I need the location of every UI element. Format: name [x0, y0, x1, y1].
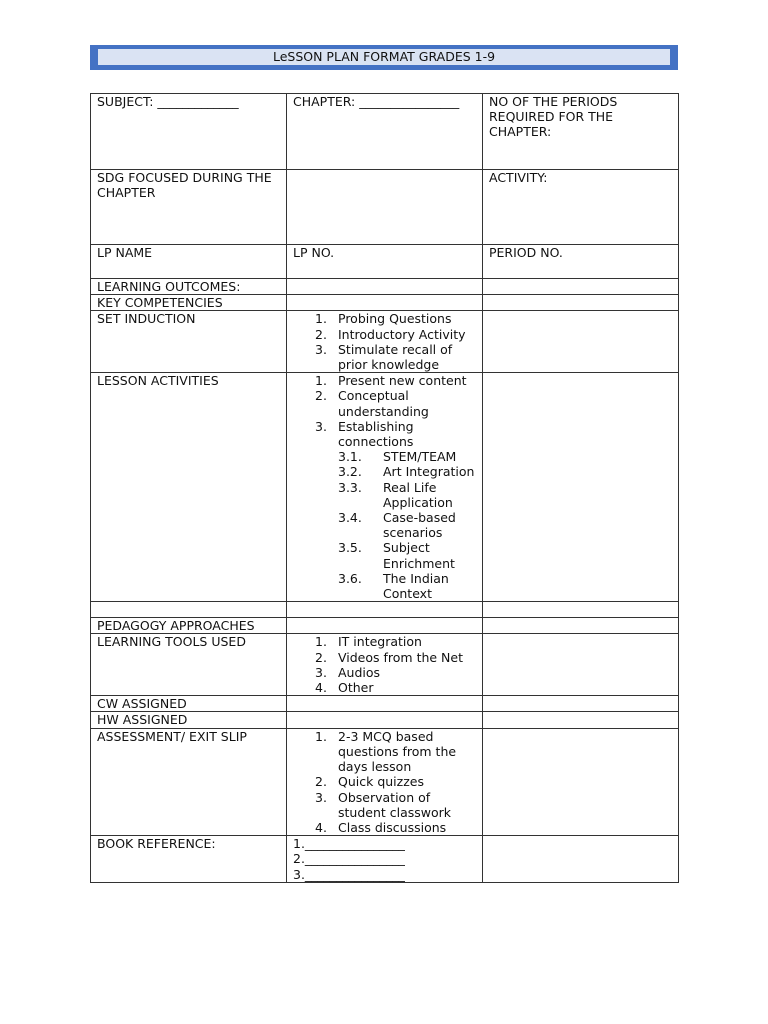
page-title: LeSSON PLAN FORMAT GRADES 1-9: [98, 49, 670, 65]
blank-cell[interactable]: [91, 602, 287, 618]
cw-label: CW ASSIGNED: [91, 696, 287, 712]
book-ref-line[interactable]: 1.________________: [293, 836, 405, 852]
set-induction-notes-cell[interactable]: [483, 311, 679, 373]
book-reference-cell[interactable]: [287, 836, 483, 883]
learning-tools-list: [293, 634, 476, 695]
list-item: 3.3. Real Life Application: [338, 479, 453, 510]
cw-cell[interactable]: [287, 696, 483, 712]
list-item: 3.4. Case-based scenarios: [338, 510, 456, 541]
table-row: [91, 373, 679, 602]
chapter-cell[interactable]: CHAPTER: ________________: [287, 94, 483, 170]
list-item: 2. Quick quizzes: [315, 774, 424, 790]
table-row: [91, 618, 679, 634]
list-item: 1. IT integration: [315, 634, 422, 650]
table-row: [91, 94, 679, 170]
table-row: [91, 696, 679, 712]
lesson-activities-notes-cell[interactable]: [483, 373, 679, 602]
set-induction-label: SET INDUCTION: [91, 311, 287, 373]
list-item: 3.6. The Indian Context: [338, 570, 449, 602]
book-ref-line[interactable]: 3.________________: [293, 866, 405, 882]
blank-cell[interactable]: [483, 602, 679, 618]
learning-outcomes-cell-2[interactable]: [483, 279, 679, 295]
key-competencies-label: KEY COMPETENCIES: [91, 295, 287, 311]
list-item: 3. Audios: [315, 664, 381, 680]
table-row: [91, 245, 679, 279]
title-bar: [90, 45, 678, 70]
list-item: 2. Conceptual understanding: [315, 388, 429, 419]
table-row: [91, 836, 679, 883]
list-item: 3.2. Art Integration: [338, 464, 475, 480]
list-item: 3. Observation of student classwork: [315, 789, 452, 820]
pedagogy-cell-2[interactable]: [483, 618, 679, 634]
learning-tools-notes-cell[interactable]: [483, 634, 679, 696]
table-row: [91, 279, 679, 295]
table-row: [91, 634, 679, 696]
book-reference-notes-cell[interactable]: [483, 836, 679, 883]
lesson-activities-cell[interactable]: [287, 373, 483, 602]
list-item: 1. Present new content: [315, 373, 467, 389]
blank-cell[interactable]: [287, 602, 483, 618]
hw-cell-2[interactable]: [483, 712, 679, 728]
activity-cell[interactable]: ACTIVITY:: [483, 170, 679, 245]
learning-outcomes-cell[interactable]: [287, 279, 483, 295]
key-competencies-cell[interactable]: [287, 295, 483, 311]
table-row: [91, 602, 679, 618]
lp-name-cell[interactable]: LP NAME: [91, 245, 287, 279]
subject-cell[interactable]: SUBJECT: _____________: [91, 94, 287, 170]
list-item: 4. Class discussions: [315, 819, 447, 835]
pedagogy-cell[interactable]: [287, 618, 483, 634]
table-row: [91, 295, 679, 311]
assessment-notes-cell[interactable]: [483, 728, 679, 835]
list-item: 3. Establishing connections 3.1. STEM/TEAM 3.2. Art Integration 3.3. Real Life Application 3.4. Case-based scenarios 3.5. Subject Enrichment 3.6. The Indian Context: [315, 418, 475, 602]
hw-cell[interactable]: [287, 712, 483, 728]
book-reference-label: BOOK REFERENCE:: [91, 836, 287, 883]
learning-outcomes-label: LEARNING OUTCOMES:: [91, 279, 287, 295]
connections-sublist: [338, 449, 476, 601]
cw-cell-2[interactable]: [483, 696, 679, 712]
key-competencies-cell-2[interactable]: [483, 295, 679, 311]
list-item: 3.5. Subject Enrichment: [338, 540, 455, 571]
list-item: 2. Videos from the Net: [315, 649, 463, 665]
set-induction-list: [293, 311, 476, 372]
period-no-cell[interactable]: PERIOD NO.: [483, 245, 679, 279]
assessment-list: [293, 729, 476, 835]
list-item: 2. Introductory Activity: [315, 326, 466, 342]
assessment-label: ASSESSMENT/ EXIT SLIP: [91, 728, 287, 835]
set-induction-cell[interactable]: [287, 311, 483, 373]
lesson-activities-label: LESSON ACTIVITIES: [91, 373, 287, 602]
list-item: 3. Stimulate recall of prior knowledge: [315, 341, 453, 373]
table-row: [91, 170, 679, 245]
table-row: [91, 728, 679, 835]
table-row: [91, 712, 679, 728]
lesson-plan-table: [90, 93, 679, 883]
list-item: 3.1. STEM/TEAM: [338, 449, 457, 465]
periods-cell[interactable]: NO OF THE PERIODS REQUIRED FOR THE CHAPTER:: [483, 94, 679, 170]
sdg-value-cell[interactable]: [287, 170, 483, 245]
pedagogy-label: PEDAGOGY APPROACHES: [91, 618, 287, 634]
learning-tools-cell[interactable]: [287, 634, 483, 696]
lesson-activities-list: [293, 373, 476, 601]
book-ref-line[interactable]: 2.________________: [293, 851, 405, 867]
table-row: [91, 311, 679, 373]
hw-label: HW ASSIGNED: [91, 712, 287, 728]
list-item: 1. Probing Questions: [315, 311, 452, 327]
lp-no-cell[interactable]: LP NO.: [287, 245, 483, 279]
list-item: 4. Other: [315, 680, 374, 696]
assessment-cell[interactable]: [287, 728, 483, 835]
list-item: 1. 2-3 MCQ based questions from the days lesson: [315, 728, 457, 775]
sdg-cell: SDG FOCUSED DURING THE CHAPTER: [91, 170, 287, 245]
learning-tools-label: LEARNING TOOLS USED: [91, 634, 287, 696]
